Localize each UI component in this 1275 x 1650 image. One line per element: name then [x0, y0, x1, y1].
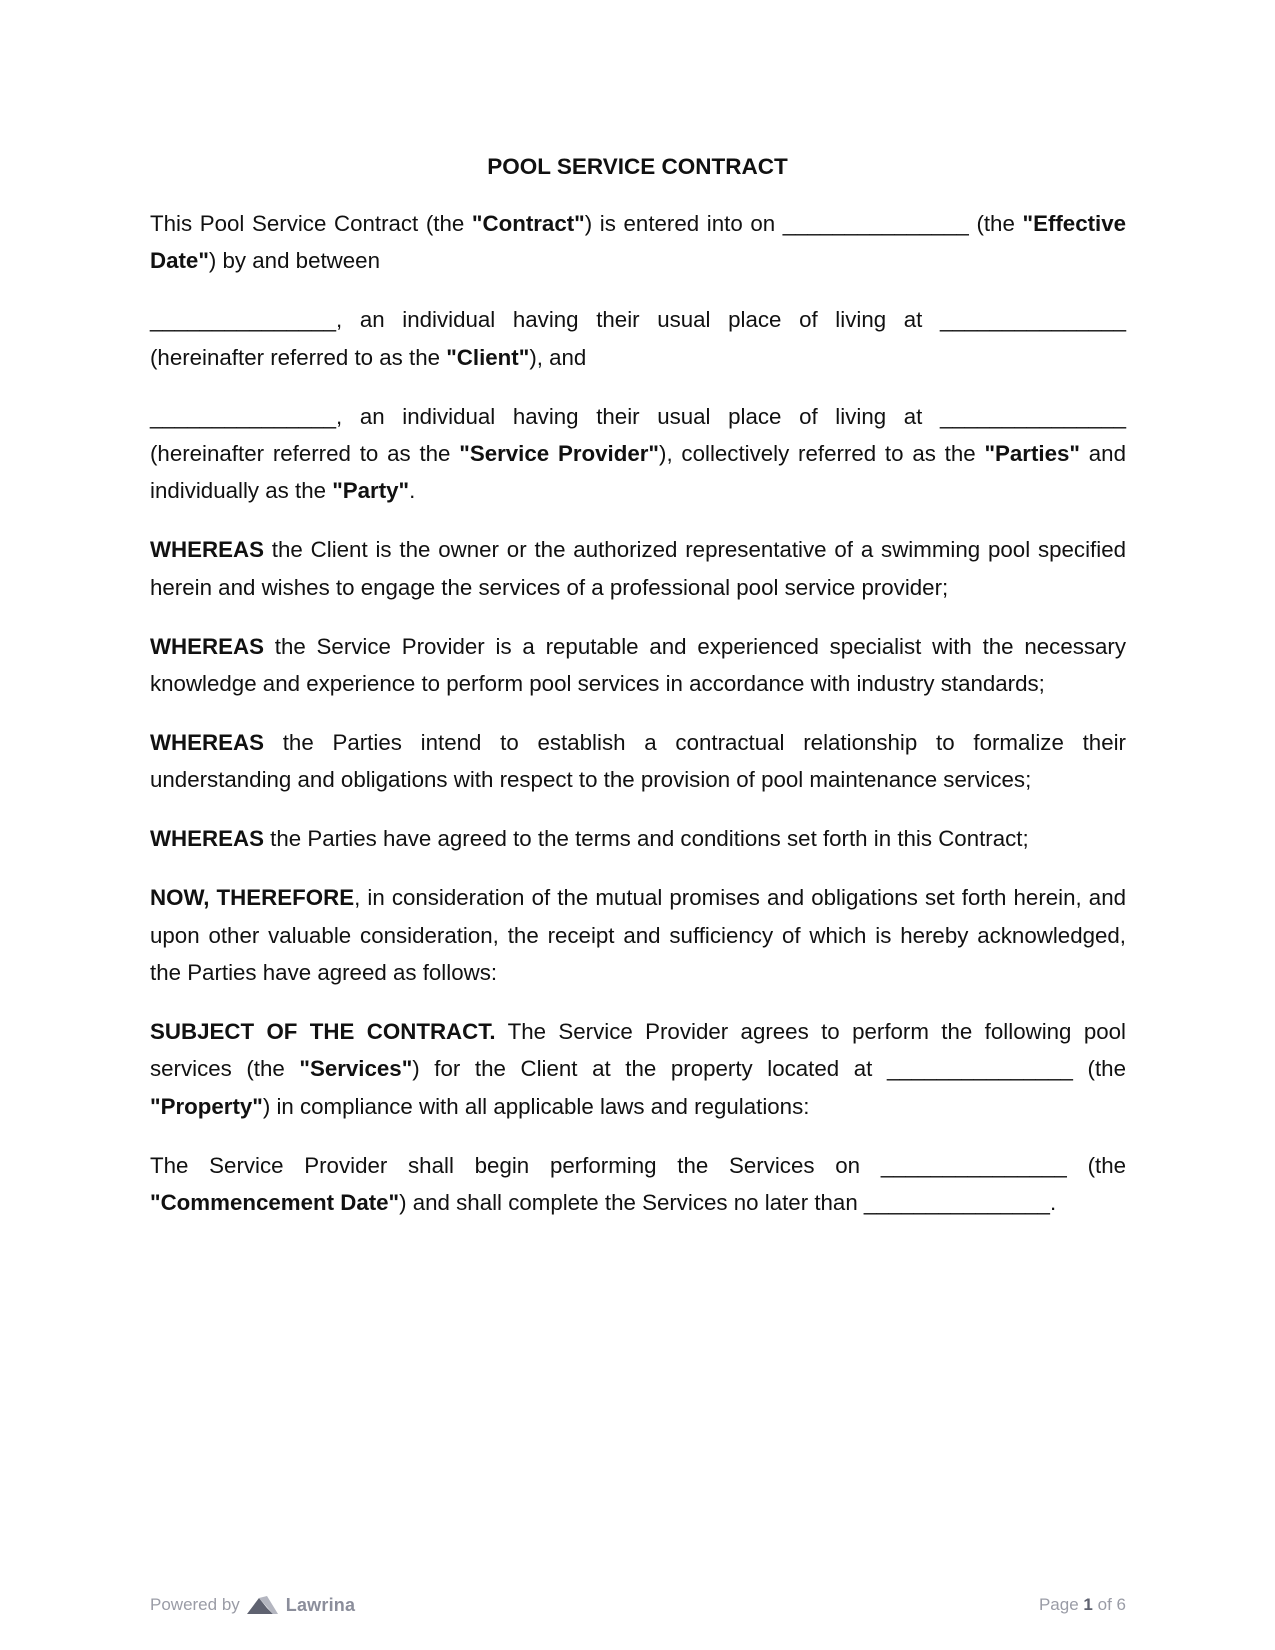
defined-term-services: "Services" [299, 1056, 413, 1082]
text: , an individual having their usual place of living at [336, 307, 940, 333]
defined-term-parties: "Parties" [984, 441, 1080, 467]
page-indicator [1039, 1591, 1126, 1619]
defined-term-property: "Property" [150, 1093, 263, 1119]
lawrina-logo-icon [247, 1595, 279, 1615]
text: . [409, 478, 416, 504]
text: ) for the Client at the property located at [412, 1056, 887, 1082]
text: and individually as the [150, 441, 1126, 504]
defined-term-client: "Client" [446, 344, 530, 370]
text: , in consideration of the mutual promises and obligations set forth herein, and upon other valuable consideration, the receipt and sufficiency of which is hereby acknowledged, the Parties have agreed as follows: [150, 885, 1127, 985]
whereas-clause-1 [150, 531, 1126, 606]
lawrina-brand: Lawrina [285, 1594, 356, 1615]
defined-term-contract: "Contract" [471, 211, 585, 236]
text: , an individual having their usual place of living at [336, 403, 940, 429]
whereas-label: WHEREAS [150, 826, 264, 852]
page-of-label: of [1097, 1595, 1112, 1614]
text: ), and [529, 344, 587, 370]
text: (the [968, 211, 1023, 236]
whereas-clause-3 [150, 724, 1126, 799]
whereas-label: WHEREAS [150, 729, 264, 755]
client-party-paragraph [150, 301, 1126, 376]
text: (hereinafter referred to as the [150, 344, 447, 370]
whereas-label: WHEREAS [150, 633, 264, 659]
text: ) in compliance with all applicable laws and regulations: [262, 1093, 810, 1119]
text: the Parties have agreed to the terms and conditions set forth in this Contract; [263, 826, 1029, 852]
text: (the [1066, 1152, 1126, 1178]
powered-by-lawrina[interactable] [150, 1591, 355, 1619]
client-name-blank[interactable]: _______________ [150, 307, 337, 333]
now-therefore-label: NOW, THEREFORE [150, 885, 355, 911]
page-footer [150, 1591, 1126, 1619]
document-body [150, 205, 1126, 1243]
defined-term-party: "Party" [332, 478, 410, 504]
subject-of-contract-clause [150, 1013, 1126, 1125]
current-page-number: 1 [1083, 1595, 1093, 1614]
now-therefore-clause [150, 879, 1126, 991]
text: the Client is the owner or the authorized representative of a swimming pool specified herein and wishes to engage the services of a professional pool service provider; [150, 537, 1126, 600]
defined-term-service-provider: "Service Provider" [459, 441, 660, 467]
defined-term-commencement-date: "Commencement Date" [150, 1190, 400, 1216]
defined-term-effective-date: "Effective Date" [150, 211, 1127, 274]
text: . [1049, 1190, 1057, 1216]
powered-by-label: Powered by [150, 1595, 240, 1614]
preamble-paragraph [150, 205, 1126, 280]
commencement-clause [150, 1147, 1126, 1222]
text: (the [1072, 1056, 1126, 1082]
provider-party-paragraph [150, 398, 1126, 510]
section-heading-subject: SUBJECT OF THE CONTRACT. [150, 1018, 496, 1044]
whereas-label: WHEREAS [150, 537, 264, 563]
commencement-date-blank[interactable]: _______________ [880, 1152, 1067, 1178]
effective-date-blank[interactable]: _______________ [782, 211, 969, 236]
text: ) by and between [208, 248, 380, 274]
provider-name-blank[interactable]: _______________ [150, 403, 337, 429]
completion-date-blank[interactable]: _______________ [863, 1190, 1050, 1216]
text: (hereinafter referred to as the [150, 441, 460, 467]
whereas-clause-2 [150, 628, 1126, 703]
page-label: Page [1038, 1595, 1079, 1614]
property-address-blank[interactable]: _______________ [886, 1056, 1073, 1082]
provider-address-blank[interactable]: _______________ [939, 403, 1126, 429]
text: The Service Provider shall begin performing the Services on [150, 1152, 881, 1178]
text: ) and shall complete the Services no later than [399, 1190, 864, 1216]
client-address-blank[interactable]: _______________ [939, 307, 1126, 333]
text: ) is entered into on [584, 211, 783, 236]
document-title: POOL SERVICE CONTRACT [487, 154, 788, 179]
text: the Service Provider is a reputable and experienced specialist with the necessary knowledge and experience to perform pool services in accordance with industry standards; [150, 633, 1126, 697]
text: This Pool Service Contract (the [150, 211, 472, 236]
total-pages: 6 [1116, 1595, 1126, 1614]
text: ), collectively referred to as the [659, 441, 985, 467]
text: The Service Provider agrees to perform the following pool services (the [150, 1018, 1126, 1082]
text: the Parties intend to establish a contractual relationship to formalize their understanding and obligations with respect to the provision of pool maintenance services; [150, 729, 1126, 793]
whereas-clause-4 [150, 820, 1126, 857]
